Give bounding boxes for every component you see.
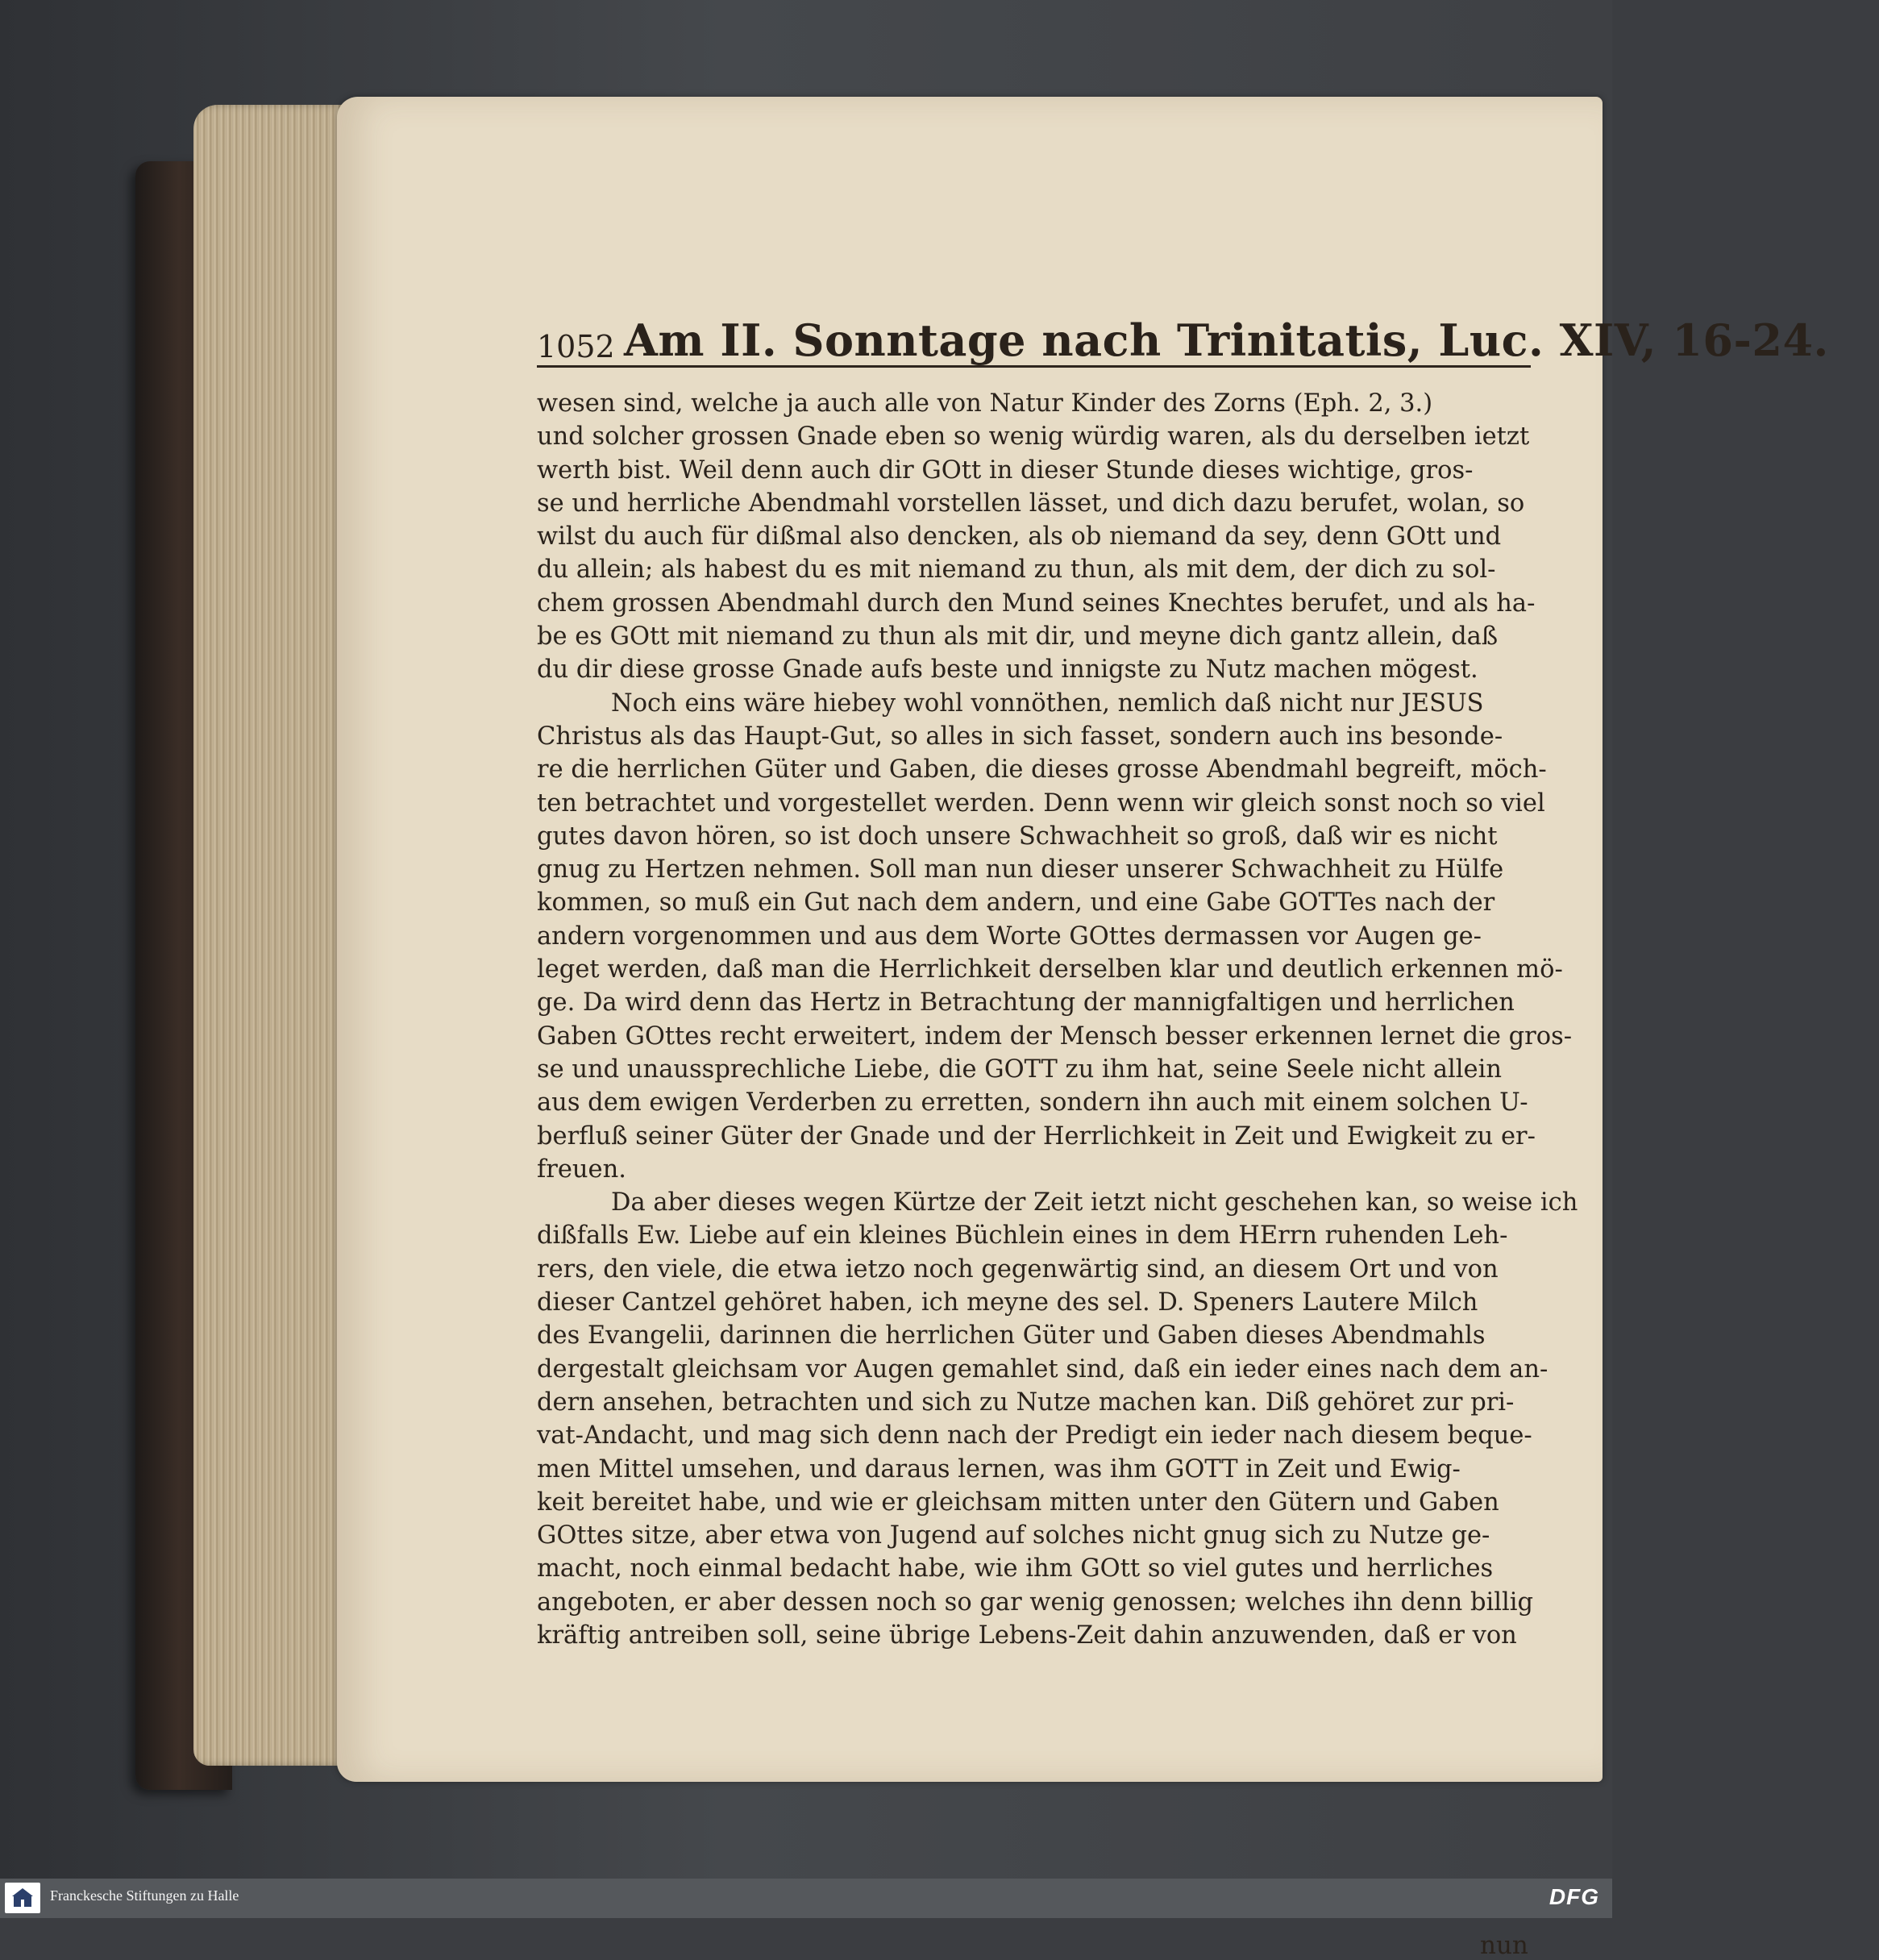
text-line: gutes davon hören, so ist doch unsere Schwachheit so groß, daß wir es nicht bbox=[537, 822, 1498, 851]
text-line: aus dem ewigen Verderben zu erretten, sondern ihn auch mit einem solchen U- bbox=[537, 1088, 1528, 1117]
paragraph-start-line: Da aber dieses wegen Kürtze der Zeit ietzt nicht geschehen kan, so weise ich bbox=[611, 1188, 1578, 1217]
text-line: des Evangelii, darinnen die herrlichen Güter und Gaben dieses Abendmahls bbox=[537, 1321, 1486, 1350]
text-line: keit bereitet habe, und wie er gleichsam mitten unter den Gütern und Gaben bbox=[537, 1488, 1499, 1517]
text-line: du allein; als habest du es mit niemand zu thun, als mit dem, der dich zu sol- bbox=[537, 556, 1496, 585]
running-head bbox=[537, 298, 1879, 371]
head-rule bbox=[537, 365, 1531, 368]
catchword: nun bbox=[1480, 1931, 1528, 1960]
text-line: wesen sind, welche ja auch alle von Natur Kinder des Zorns (Eph. 2, 3.) bbox=[537, 389, 1433, 418]
text-line: dißfalls Ew. Liebe auf ein kleines Büchlein eines in dem HErrn ruhenden Leh- bbox=[537, 1221, 1508, 1250]
text-line: dergestalt gleichsam vor Augen gemahlet sind, daß ein ieder eines nach dem an- bbox=[537, 1355, 1549, 1384]
text-line: gnug zu Hertzen nehmen. Soll man nun dieser unserer Schwachheit zu Hülfe bbox=[537, 855, 1504, 884]
text-line: werth bist. Weil denn auch dir GOtt in dieser Stunde dieses wichtige, gros- bbox=[537, 456, 1474, 485]
paragraph-start-line: Noch eins wäre hiebey wohl vonnöthen, nemlich daß nicht nur JESUS bbox=[611, 689, 1484, 718]
franckesche-stiftungen-logo-icon[interactable] bbox=[5, 1883, 40, 1913]
text-line: ge. Da wird denn das Hertz in Betrachtung der mannigfaltigen und herrlichen bbox=[537, 988, 1515, 1017]
body-text bbox=[537, 387, 1578, 1652]
page-number: 1052 bbox=[537, 329, 615, 364]
text-line: rers, den viele, die etwa ietzo noch gegenwärtig sind, an diesem Ort und von bbox=[537, 1255, 1499, 1284]
text-line: men Mittel umsehen, und daraus lernen, was ihm GOTT in Zeit und Ewig- bbox=[537, 1454, 1461, 1484]
text-line: und solcher grossen Gnade eben so wenig würdig waren, als du derselben ietzt bbox=[537, 422, 1530, 452]
text-line: macht, noch einmal bedacht habe, wie ihm GOtt so viel gutes und herrliches bbox=[537, 1554, 1494, 1583]
text-line: Christus als das Haupt-Gut, so alles in sich fasset, sondern auch ins besonde- bbox=[537, 722, 1503, 751]
text-line: re die herrlichen Güter und Gaben, die dieses grosse Abendmahl begreift, möch- bbox=[537, 755, 1547, 784]
text-line: kommen, so muß ein Gut nach dem andern, und eine Gabe GOTTes nach der bbox=[537, 888, 1495, 918]
text-line: freuen. bbox=[537, 1155, 626, 1184]
text-line: chem grossen Abendmahl durch den Mund seines Knechtes berufet, und als ha- bbox=[537, 589, 1536, 618]
viewer-footer bbox=[0, 1879, 1612, 1918]
page-edges bbox=[193, 105, 355, 1766]
text-line: Gaben GOttes recht erweitert, indem der Mensch besser erkennen lernet die gros- bbox=[537, 1022, 1573, 1051]
text-line: vat-Andacht, und mag sich denn nach der Predigt ein ieder nach diesem beque- bbox=[537, 1421, 1532, 1450]
text-line: du dir diese grosse Gnade aufs beste und innigste zu Nutz machen mögest. bbox=[537, 655, 1478, 685]
text-line: kräftig antreiben soll, seine übrige Lebens-Zeit dahin anzuwenden, daß er von bbox=[537, 1621, 1517, 1650]
text-line: dern ansehen, betrachten und sich zu Nutze machen kan. Diß gehöret zur pri- bbox=[537, 1388, 1515, 1417]
text-line: se und unaussprechliche Liebe, die GOTT zu ihm hat, seine Seele nicht allein bbox=[537, 1055, 1502, 1084]
text-line: leget werden, daß man die Herrlichkeit derselben klar und deutlich erkennen mö- bbox=[537, 955, 1563, 984]
text-line: angeboten, er aber dessen noch so gar wenig genossen; welches ihn denn billig bbox=[537, 1588, 1534, 1617]
text-line: berfluß seiner Güter der Gnade und der Herrlichkeit in Zeit und Ewigkeit zu er- bbox=[537, 1121, 1536, 1151]
text-line: wilst du auch für dißmal also dencken, als ob niemand da sey, denn GOtt und bbox=[537, 522, 1502, 551]
text-line: dieser Cantzel gehöret haben, ich meyne des sel. D. Speners Lautere Milch bbox=[537, 1288, 1478, 1317]
text-line: GOttes sitze, aber etwa von Jugend auf solches nicht gnug sich zu Nutze ge- bbox=[537, 1521, 1490, 1550]
text-line: ten betrachtet und vorgestellet werden. Denn wenn wir gleich sonst noch so viel bbox=[537, 789, 1545, 818]
text-line: andern vorgenommen und aus dem Worte GOttes dermassen vor Augen ge- bbox=[537, 922, 1482, 951]
footer-institution-name[interactable]: Franckesche Stiftungen zu Halle bbox=[50, 1887, 239, 1904]
text-line: be es GOtt mit niemand zu thun als mit dir, und meyne dich gantz allein, daß bbox=[537, 622, 1499, 651]
running-head-title: Am II. Sonntage nach Trinitatis, Luc. XIV, 16-24. bbox=[624, 314, 1829, 366]
dfg-logo[interactable]: DFG bbox=[1549, 1884, 1599, 1909]
text-line: se und herrliche Abendmahl vorstellen lässet, und dich dazu berufet, wolan, so bbox=[537, 489, 1525, 518]
